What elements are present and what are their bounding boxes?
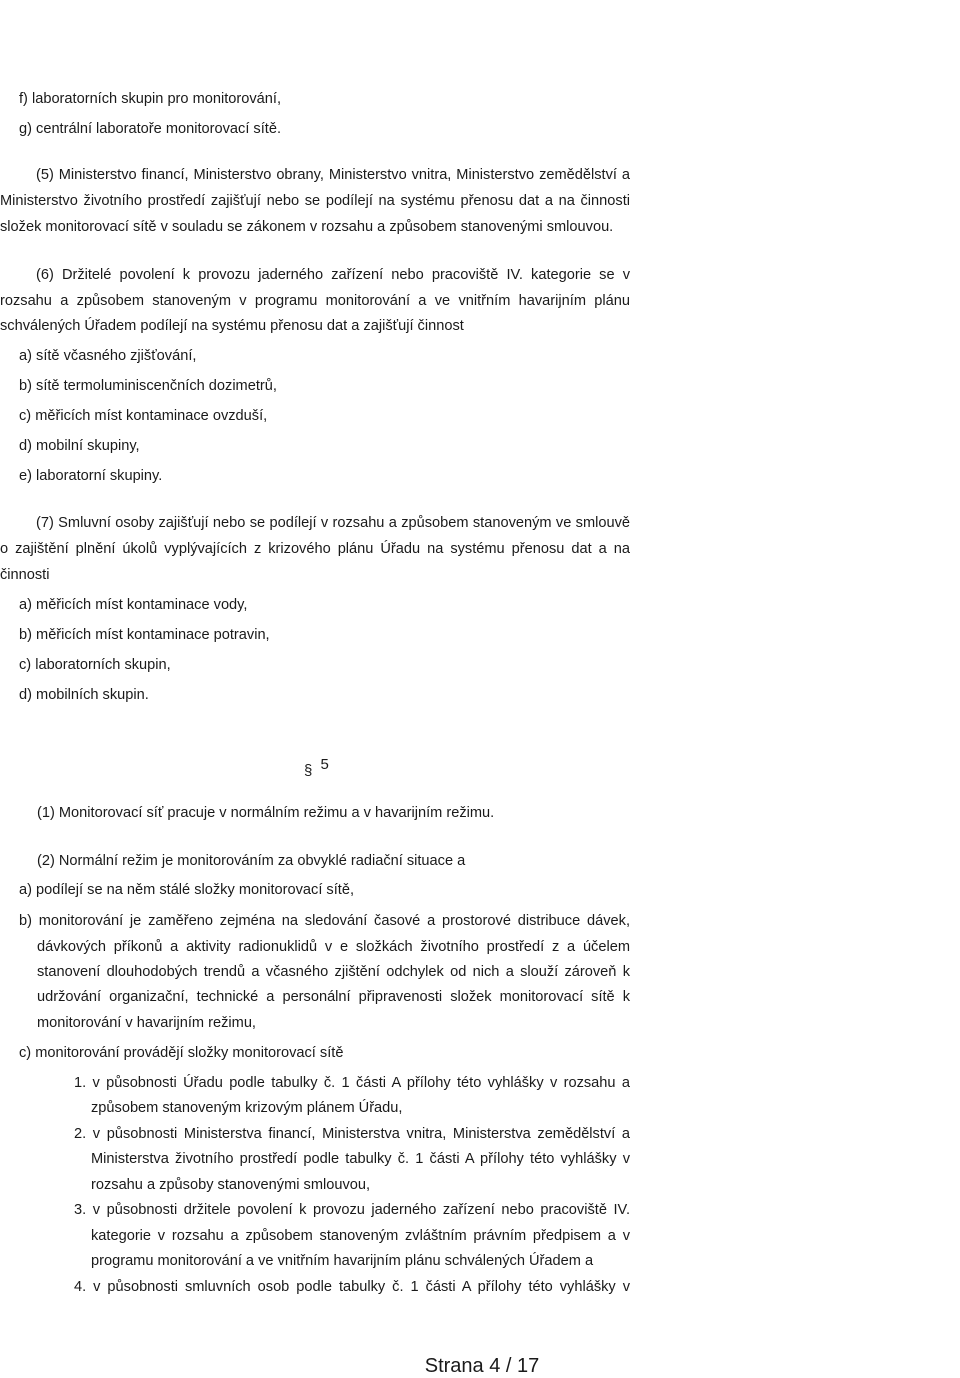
list-item-b-line-5: monitorování v havarijním režimu, — [37, 1015, 256, 1031]
section-paragraph-2: (2) Normální režim je monitorováním za obvyklé radiační situace a — [37, 853, 466, 869]
list-item-b-line-1: b) monitorování je zaměřeno zejména na sledování časové a prostorové distribuce dávek, — [19, 913, 630, 929]
paragraph-6-line-2: rozsahu a způsobem stanoveným v programu monitorování a ve vnitřním havarijním plánu — [0, 293, 630, 309]
list-item-f: f) laboratorních skupin pro monitorování, — [19, 91, 282, 107]
list-item-b: b) sítě termoluminiscenčních dozimetrů, — [19, 378, 277, 394]
paragraph-6-line-3: schválených Úřadem podílejí na systému přenosu dat a zajišťují činnost — [0, 318, 464, 334]
paragraph-6-line-1: (6) Držitelé povolení k provozu jaderného zařízení nebo pracoviště IV. kategorie se v — [36, 267, 630, 283]
section-sign: § — [304, 762, 313, 779]
list-item-a: a) měřicích míst kontaminace vody, — [19, 597, 248, 613]
section-paragraph-1: (1) Monitorovací síť pracuje v normálním režimu a v havarijním režimu. — [37, 805, 495, 821]
list-item-d: d) mobilní skupiny, — [19, 438, 140, 454]
list-item-g: g) centrální laboratoře monitorovací sítě. — [19, 121, 282, 137]
list-item-a: a) podílejí se na něm stálé složky monitorovací sítě, — [19, 882, 355, 898]
numbered-item-3-line-2: kategorie v rozsahu a způsobem stanoveným zvláštním právním předpisem a v — [91, 1228, 630, 1244]
numbered-item-3-line-3: programu monitorování a ve vnitřním havarijním plánu schválených Úřadem a — [91, 1253, 594, 1269]
list-item-c: c) laboratorních skupin, — [19, 657, 171, 673]
paragraph-5-line-3: složek monitorovací sítě v souladu se zákonem v rozsahu a způsobem stanovenými smlouvou. — [0, 219, 614, 235]
section-number: 5 — [320, 756, 329, 773]
paragraph-7-line-2: o zajištění plnění úkolů vyplývajících z krizového plánu Úřadu na systému přenosu dat a na — [0, 541, 630, 557]
numbered-item-4-line-1: 4. v působnosti smluvních osob podle tabulky č. 1 části A přílohy této vyhlášky v — [74, 1279, 630, 1295]
list-item-a: a) sítě včasného zjišťování, — [19, 348, 197, 364]
paragraph-7-line-1: (7) Smluvní osoby zajišťují nebo se podílejí v rozsahu a způsobem stanoveným ve smlouvě — [36, 515, 630, 531]
list-item-b: b) měřicích míst kontaminace potravin, — [19, 627, 270, 643]
list-item-c: c) monitorování provádějí složky monitorovací sítě — [19, 1045, 344, 1061]
section-heading — [304, 756, 329, 779]
numbered-item-1-line-2: způsobem stanoveným krizovým plánem Úřadu, — [91, 1100, 403, 1116]
list-item-e: e) laboratorní skupiny. — [19, 468, 163, 484]
page-number: Strana 4 / 17 — [424, 1355, 540, 1377]
list-item-d: d) mobilních skupin. — [19, 687, 149, 703]
list-item-c: c) měřicích míst kontaminace ovzduší, — [19, 408, 268, 424]
list-item-b-line-3: stanovení dlouhodobých trendů a včasného zjištění odchylek od nich a slouží zároveň k — [37, 964, 630, 980]
list-item-b-line-2: dávkových příkonů a aktivity radionuklidů v e složkách životního prostředí z a účelem — [37, 939, 630, 955]
paragraph-7-line-3: činnosti — [0, 567, 50, 583]
paragraph-5-line-1: (5) Ministerstvo financí, Ministerstvo obrany, Ministerstvo vnitra, Ministerstvo zemědělství a — [36, 167, 630, 183]
numbered-item-2-line-3: rozsahu a způsoby stanovenými smlouvou, — [91, 1177, 371, 1193]
list-item-b-line-4: udržování organizační, technické a personální připravenosti složek monitorovací sítě k — [37, 989, 630, 1005]
numbered-item-2-line-2: Ministerstva životního prostředí podle tabulky č. 1 části A přílohy této vyhlášky v — [91, 1151, 630, 1167]
numbered-item-2-line-1: 2. v působnosti Ministerstva financí, Ministerstva vnitra, Ministerstva zemědělství a — [74, 1126, 630, 1142]
numbered-item-3-line-1: 3. v působnosti držitele povolení k provozu jaderného zařízení nebo pracoviště IV. — [74, 1202, 630, 1218]
paragraph-5-line-2: Ministerstvo životního prostředí zajišťují nebo se podílejí na systému přenosu dat a na činnosti — [0, 193, 630, 209]
numbered-item-1-line-1: 1. v působnosti Úřadu podle tabulky č. 1 části A přílohy této vyhlášky v rozsahu a — [74, 1075, 630, 1091]
